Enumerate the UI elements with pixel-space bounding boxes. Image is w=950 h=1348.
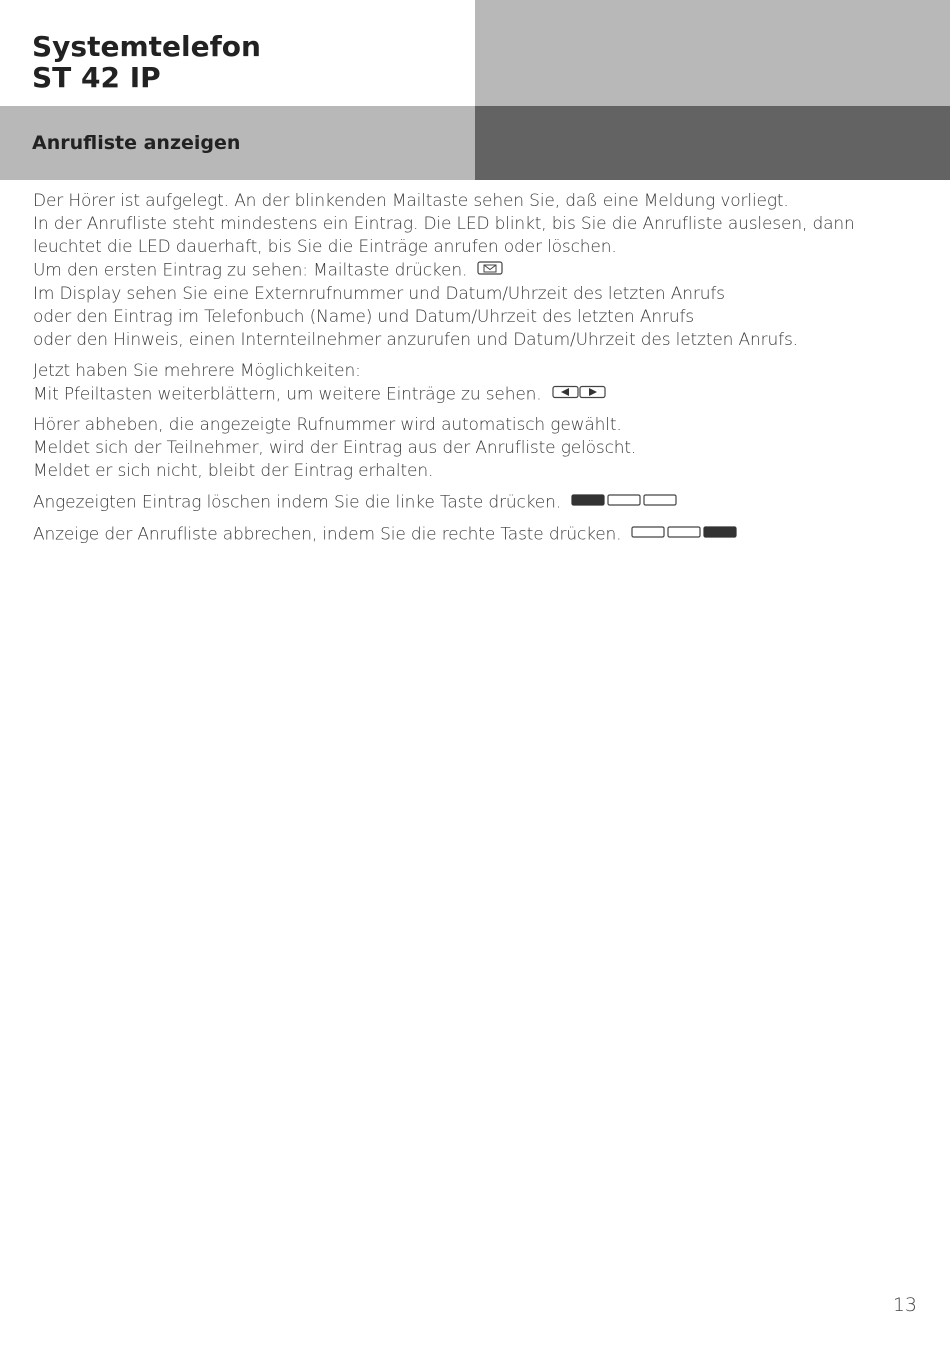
paragraph-delete (33, 491, 923, 515)
text-line: Meldet er sich nicht, bleibt der Eintrag erhalten. (33, 461, 434, 481)
text-line (33, 259, 923, 283)
mail-key-icon (477, 259, 503, 282)
title-line-1: Systemtelefon (32, 30, 261, 63)
text-line: Meldet sich der Teilnehmer, wird der Eintrag aus der Anrufliste gelöscht. (33, 438, 637, 458)
paragraph-options (33, 360, 923, 407)
header-light-gray-block (475, 0, 950, 106)
page-title (32, 31, 261, 93)
right-softkey-active-icon (631, 523, 737, 546)
text-line: Jetzt haben Sie mehrere Möglichkeiten: (33, 360, 361, 381)
text-line (33, 523, 923, 547)
cancel-text: Anzeige der Anrufliste abbrechen, indem Sie die rechte Taste drücken. (33, 524, 622, 544)
text-line: In der Anrufliste steht mindestens ein Eintrag. Die LED blinkt, bis Sie die Anrufliste auslesen, dann leuchtet die LED dauerhaft, bis Sie die Einträge anrufen oder löschen. (33, 214, 855, 257)
left-softkey-active-icon (571, 491, 677, 514)
text-line: oder den Eintrag im Telefonbuch (Name) und Datum/Uhrzeit des letzten Anrufs (33, 306, 694, 327)
text-line: oder den Hinweis, einen Internteilnehmer anzurufen und Datum/Uhrzeit des letzten Anrufs. (33, 329, 798, 350)
title-line-2: ST 42 IP (32, 61, 161, 94)
paragraph-intro (33, 190, 923, 352)
text-line: Hörer abheben, die angezeigte Rufnummer wird automatisch gewählt. (33, 415, 622, 435)
arrow-keys-icon (552, 383, 606, 406)
paragraph-cancel (33, 523, 923, 547)
text-line: Im Display sehen Sie eine Externrufnummer und Datum/Uhrzeit des letzten Anrufs (33, 283, 725, 304)
page-number: 13 (892, 1294, 917, 1316)
arrow-keys-text: Mit Pfeiltasten weiterblättern, um weitere Einträge zu sehen. (33, 384, 542, 404)
section-bar-dark (475, 106, 950, 180)
delete-text: Angezeigten Eintrag löschen indem Sie die linke Taste drücken. (33, 492, 561, 513)
body-content (33, 190, 923, 554)
text-line (33, 383, 923, 407)
text-line: Der Hörer ist aufgelegt. An der blinkenden Mailtaste sehen Sie, daß eine Meldung vorliegt. (33, 191, 789, 211)
section-title: Anrufliste anzeigen (32, 132, 241, 154)
paragraph-handset (33, 414, 923, 483)
text-line (33, 491, 923, 515)
mail-key-text: Um den ersten Eintrag zu sehen: Mailtaste drücken. (33, 260, 468, 281)
